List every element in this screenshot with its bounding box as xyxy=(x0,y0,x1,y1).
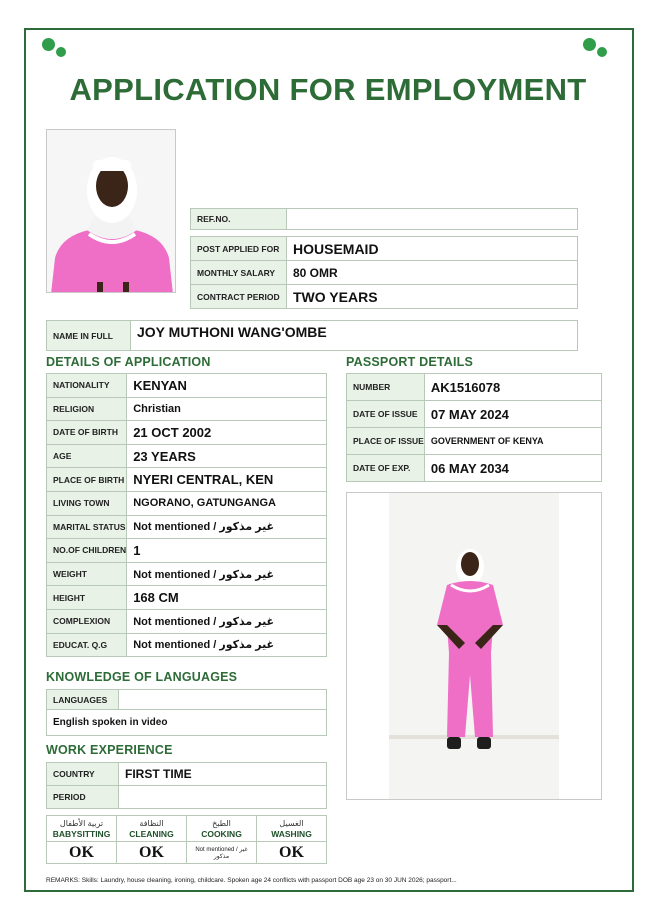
period-value xyxy=(119,786,326,808)
application-value: Not mentioned / غير مذكور xyxy=(133,568,275,581)
languages-label: LANGUAGES xyxy=(47,690,118,709)
passport-heading: PASSPORT DETAILS xyxy=(346,355,474,369)
full-name-table xyxy=(46,320,578,351)
contract-value: TWO YEARS xyxy=(293,288,378,305)
work-table xyxy=(46,762,327,809)
passport-label: PLACE OF ISSUE xyxy=(347,428,424,454)
application-value: KENYAN xyxy=(133,377,187,393)
application-label: PLACE OF BIRTH xyxy=(47,468,126,491)
application-label: NO.OF CHILDREN xyxy=(47,539,126,562)
passport-label: NUMBER xyxy=(347,374,424,400)
application-value: NYERI CENTRAL, KEN xyxy=(133,472,274,488)
application-label: RELIGION xyxy=(47,398,126,421)
application-value: 1 xyxy=(133,542,141,558)
country-value: FIRST TIME xyxy=(125,767,192,781)
passport-value: 07 MAY 2024 xyxy=(430,406,509,422)
corner-dot-icon xyxy=(583,38,596,51)
application-value: 23 YEARS xyxy=(133,448,196,464)
corner-dot-icon xyxy=(56,47,66,57)
passport-value: 06 MAY 2034 xyxy=(430,460,509,476)
passport-label: DATE OF EXP. xyxy=(347,455,424,481)
applicant-full-body-photo xyxy=(346,492,602,800)
salary-value: 80 OMR xyxy=(293,265,338,280)
post-label: POST APPLIED FOR xyxy=(191,237,286,260)
application-label: AGE xyxy=(47,445,126,468)
skill-arabic-label: النظافة xyxy=(139,818,164,828)
contract-label: CONTRACT PERIOD xyxy=(191,285,286,308)
skill-label: COOKING xyxy=(201,828,242,839)
post-value: HOUSEMAID xyxy=(293,240,379,257)
skill-arabic-label: الطبخ xyxy=(212,818,231,828)
application-value: Christian xyxy=(133,402,181,415)
application-label: MARITAL STATUS xyxy=(47,516,126,539)
application-value: Not mentioned / غير مذكور xyxy=(133,615,275,628)
post-info-table xyxy=(190,208,578,230)
details-table xyxy=(46,373,327,657)
application-value: Not mentioned / غير مذكور xyxy=(133,521,275,534)
skill-value: Not mentioned / غير مذكور xyxy=(195,846,248,860)
passport-value: GOVERNMENT OF KENYA xyxy=(430,436,544,446)
application-value: 21 OCT 2002 xyxy=(133,424,212,440)
application-value: Not mentioned / غير مذكور xyxy=(133,639,275,652)
ref-no-value xyxy=(287,209,577,229)
application-label: WEIGHT xyxy=(47,563,126,586)
passport-label: DATE OF ISSUE xyxy=(347,401,424,427)
skill-value: OK xyxy=(279,843,304,861)
page-title: APPLICATION FOR EMPLOYMENT xyxy=(69,72,587,107)
remarks-text: REMARKS: Skills: Laundry, house cleaning, ironing, childcare. Spoken age 24 conflicts with passport DOB age 23 on 30 JUN 2026; passport... xyxy=(46,877,457,884)
application-value: 168 CM xyxy=(133,590,179,606)
period-label: PERIOD xyxy=(47,786,118,808)
country-label: COUNTRY xyxy=(47,763,118,785)
skill-arabic-label: تربية الأطفال xyxy=(59,818,104,828)
ref-no-label: REF.NO. xyxy=(191,209,286,229)
skill-value: OK xyxy=(69,843,94,861)
corner-dot-icon xyxy=(42,38,55,51)
skill-value: OK xyxy=(139,843,164,861)
passport-value: AK1516078 xyxy=(430,379,501,395)
application-label: EDUCAT. Q.G xyxy=(47,634,126,657)
details-heading: DETAILS OF APPLICATION xyxy=(46,355,211,369)
application-label: LIVING TOWN xyxy=(47,492,126,515)
full-name-label: NAME IN FULL xyxy=(47,321,130,350)
skill-label: BABYSITTING xyxy=(52,828,111,839)
headshot-illustration xyxy=(47,130,176,293)
applicant-headshot-photo xyxy=(46,129,176,293)
skill-label: WASHING xyxy=(271,828,312,839)
full-name-value: JOY MUTHONI WANG'OMBE xyxy=(137,324,327,340)
application-label: HEIGHT xyxy=(47,586,126,609)
languages-table xyxy=(46,689,327,736)
application-label: COMPLEXION xyxy=(47,610,126,633)
work-heading: WORK EXPERIENCE xyxy=(46,743,173,757)
passport-table xyxy=(346,373,602,482)
skills-table xyxy=(46,815,327,864)
application-label: DATE OF BIRTH xyxy=(47,421,126,444)
skill-arabic-label: الغسيل xyxy=(279,818,304,828)
languages-value: English spoken in video xyxy=(53,717,168,728)
salary-label: MONTHLY SALARY xyxy=(191,261,286,284)
languages-heading: KNOWLEDGE OF LANGUAGES xyxy=(46,670,238,684)
application-label: NATIONALITY xyxy=(47,374,126,397)
corner-dot-icon xyxy=(597,47,607,57)
post-details-table xyxy=(190,236,578,309)
skill-label: CLEANING xyxy=(129,828,174,839)
full-body-illustration xyxy=(347,493,602,800)
application-value: NGORANO, GATUNGANGA xyxy=(133,497,276,510)
